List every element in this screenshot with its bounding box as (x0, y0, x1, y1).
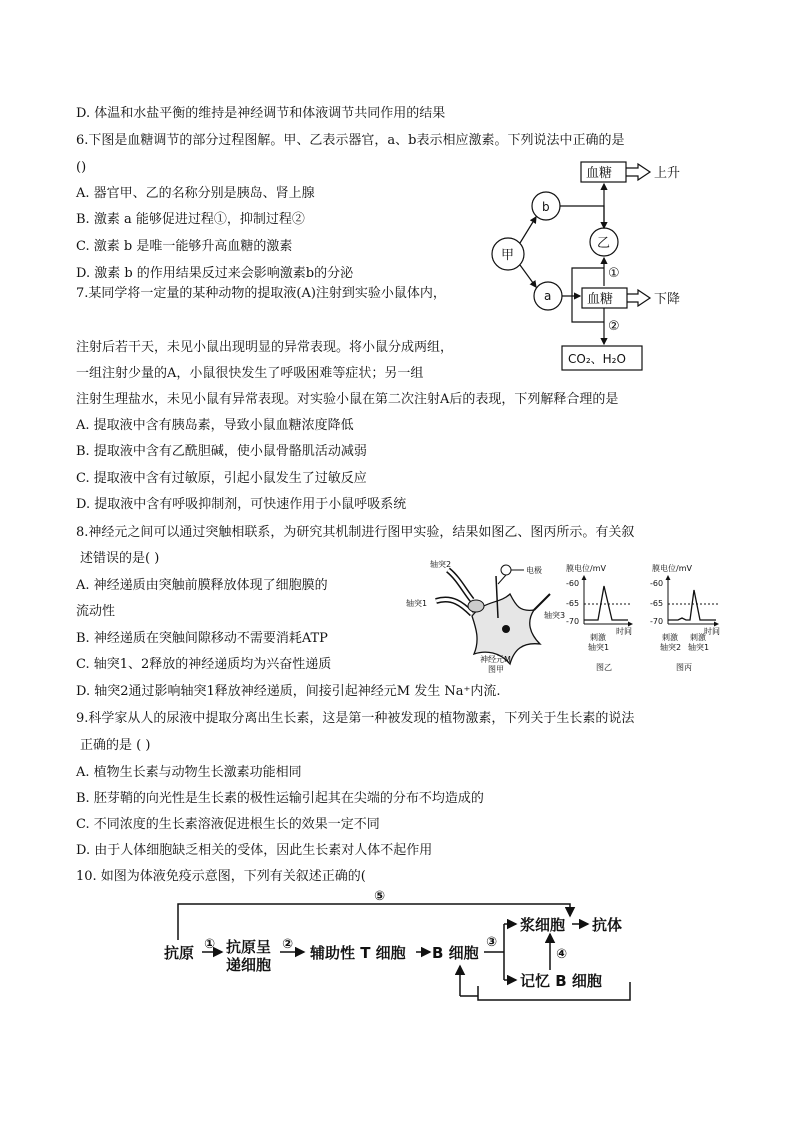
q8-option-b: B. 神经递质在突触间隙移动不需要消耗ATP (76, 631, 328, 646)
q9-stem: 9.科学家从人的尿液中提取分离出生长素，这是第一种被发现的植物激素，下列关于生长素的说法 (76, 711, 635, 726)
antigen-label: 抗原 (164, 944, 195, 962)
fig-c-label: 图丙 (676, 663, 692, 672)
graph-c-stim-2: 刺激 (690, 633, 706, 642)
synapse-figure (400, 556, 730, 680)
q6-stem: 6.下图是血糖调节的部分过程图解。甲、乙表示器官，a、b表示相应激素。下列说法中正确的是 (76, 133, 625, 148)
electrode-label: 电极 (526, 566, 542, 575)
q7-option-b: B. 提取液中含有乙酰胆碱，使小鼠骨骼肌活动减弱 (76, 444, 367, 459)
graph-b-stim: 刺激 (590, 633, 606, 642)
antibody-label: 抗体 (592, 916, 623, 934)
q8-option-a-cont: 流动性 (76, 604, 116, 619)
organ-yi-label: 乙 (597, 236, 611, 251)
axon1-label: 轴突1 (406, 599, 428, 608)
q9-option-d: D. 由于人体细胞缺乏相关的受体，因此生长素对人体不起作用 (76, 843, 433, 858)
q6-option-c: C. 激素 b 是唯一能够升高血糖的激素 (76, 239, 293, 254)
step-3-label: ③ (486, 935, 498, 950)
axon3-label: 轴突3 (544, 611, 566, 620)
q6-option-d: D. 激素 b 的作用结果反过来会影响激素b的分泌 (76, 266, 354, 281)
graph-c-time: 时间 (704, 627, 720, 636)
graph-c-tick-60: -60 (650, 579, 664, 588)
q8-option-d: D. 轴突2通过影响轴突1释放神经递质，间接引起神经元M 发生 Na⁺内流. (76, 684, 501, 699)
q8-option-c: C. 轴突1、2释放的神经递质均为兴奋性递质 (76, 657, 332, 672)
th-cell-label: 辅助性 T 细胞 (310, 944, 406, 962)
q7-stem-3: 一组注射少量的A，小鼠很快发生了呼吸困难等症状；另一组 (76, 366, 424, 381)
graph-b (584, 576, 632, 624)
q8-option-a: A. 神经递质由突触前膜释放体现了细胞膜的 (76, 578, 328, 593)
q7-stem-2: 注射后若干天，未见小鼠出现明显的异常表现。将小鼠分成两组， (76, 340, 454, 355)
rise-arrow (626, 164, 650, 180)
q6-paren: () (76, 160, 87, 175)
q7-stem-4: 注射生理盐水，未见小鼠有异常表现。对实验小鼠在第二次注射A后的表现，下列解释合理的是 (76, 392, 619, 407)
q9-option-a: A. 植物生长素与动物生长激素功能相同 (76, 765, 302, 780)
graph-c-stim-2-axon: 轴突1 (688, 643, 710, 652)
graph-c-stim-1-axon: 轴突2 (660, 643, 682, 652)
blood-sugar-top-label: 血糖 (586, 166, 613, 181)
apc-label-1: 抗原呈 (226, 938, 272, 956)
q10-stem: 10. 如图为体液免疫示意图，下列有关叙述正确的( (76, 869, 366, 884)
graph-b-stim-axon: 轴突1 (588, 643, 610, 652)
graph-b-tick-60: -60 (566, 579, 580, 588)
graph-c-ylabel: 膜电位/mV (652, 564, 692, 573)
graph-b-tick-70: -70 (566, 617, 580, 626)
step-2-label: ② (282, 937, 294, 952)
q7-option-d: D. 提取液中含有呼吸抑制剂，可快速作用于小鼠呼吸系统 (76, 497, 407, 512)
organ-jia-label: 甲 (501, 248, 515, 263)
q9-option-c: C. 不同浓度的生长素溶液促进根生长的效果一定不同 (76, 817, 380, 832)
graph-c-tick-70: -70 (650, 617, 664, 626)
graph-c-stim-1: 刺激 (662, 633, 678, 642)
q8-stem: 8.神经元之间可以通过突触相联系，为研究其机制进行图甲实验，结果如图乙、图丙所示。有关叙 (76, 525, 635, 540)
axon2-label: 轴突2 (430, 560, 452, 569)
graph-b-ylabel: 膜电位/mV (566, 564, 606, 573)
neuron-m-label: 神经元M (480, 655, 511, 664)
q7-stem-1: 7.某同学将一定量的某种动物的提取液(A)注射到实验小鼠体内， (76, 286, 446, 301)
q9-option-b: B. 胚芽鞘的向光性是生长素的极性运输引起其在尖端的分布不均造成的 (76, 791, 484, 806)
process-1-label: ① (608, 266, 620, 281)
graph-b-tick-65: -65 (566, 599, 580, 608)
b-cell-label: B 细胞 (432, 944, 479, 962)
hormone-a-label: a (544, 289, 552, 303)
rise-label: 上升 (654, 166, 681, 181)
graph-c (668, 576, 718, 624)
fig-a-label: 图甲 (488, 665, 504, 674)
hormone-b-label: b (542, 200, 550, 214)
graph-b-time: 时间 (616, 627, 632, 636)
q7-option-c: C. 提取液中含有过敏原，引起小鼠发生了过敏反应 (76, 471, 367, 486)
process-2-label: ② (608, 319, 620, 334)
memory-b-cell-label: 记忆 B 细胞 (520, 972, 602, 990)
q6-option-a: A. 器官甲、乙的名称分别是胰岛、肾上腺 (76, 186, 315, 201)
q7-option-a: A. 提取液中含有胰岛素，导致小鼠血糖浓度降低 (76, 418, 354, 433)
plasma-cell-label: 浆细胞 (520, 916, 566, 934)
q8-stem-2: 述错误的是( ) (80, 551, 160, 566)
fig-b-label: 图乙 (596, 663, 612, 672)
blood-sugar-diagram (486, 156, 726, 378)
blood-sugar-mid-label: 血糖 (587, 292, 614, 307)
neuron-drawing (436, 565, 550, 664)
graph-c-tick-65: -65 (650, 599, 664, 608)
humoral-immunity-diagram (160, 886, 640, 1008)
step-5-label: ⑤ (374, 889, 386, 904)
q5-option-d: D. 体温和水盐平衡的维持是神经调节和体液调节共同作用的结果 (76, 106, 446, 121)
co2-label: CO₂、H₂O (568, 352, 626, 366)
apc-label-2: 递细胞 (226, 956, 272, 974)
q9-stem-2: 正确的是 ( ) (80, 738, 151, 753)
fall-label: 下降 (654, 292, 681, 307)
q6-option-b: B. 激素 a 能够促进过程①，抑制过程② (76, 212, 305, 227)
step-4-label: ④ (556, 947, 568, 962)
step-1-label: ① (204, 937, 216, 952)
fall-arrow (627, 290, 650, 306)
